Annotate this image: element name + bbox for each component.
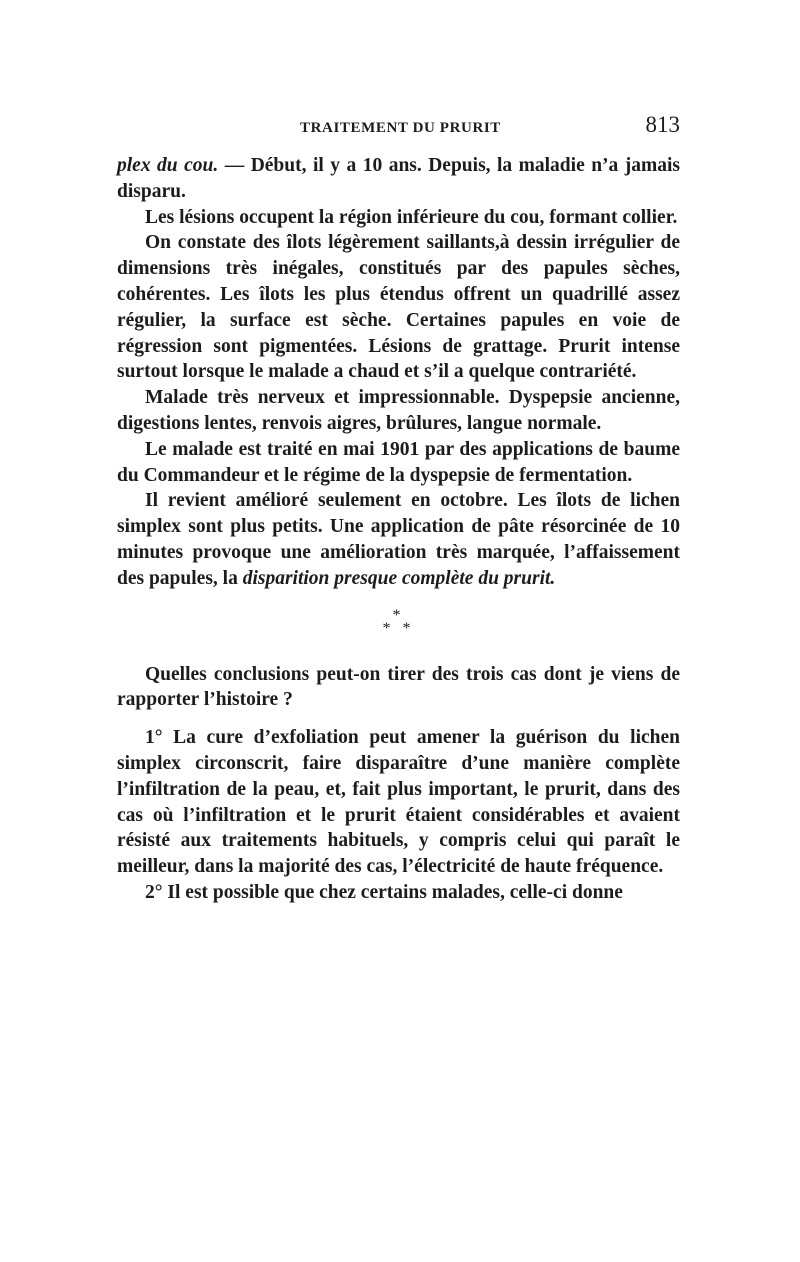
paragraph	[117, 488, 680, 591]
paragraph: On constate des îlots légèrement saillants,à dessin irrégulier de dimensions très inégales, constitués par des papules sèches, cohérentes. Les îlots les plus étendus offrent un quadrillé assez régulier, la surface est sèche. Certaines papules en voie de régression sont pigmentées. Lésions de grattage. Prurit intense surtout lorsque le malade a chaud et s’il a quelque contrariété.	[117, 232, 680, 383]
paragraph-text: Il revient amélioré seulement en octobre. Les îlots de lichen simplex sont plus petits. Une application de pâte résorcinée de 10 minutes provoque une amélioration très marquée, l’affaissement des papules, la	[117, 490, 680, 589]
asterism-bottom-stars: * *	[382, 619, 415, 637]
paragraph: 2° Il est possible que chez certains malades, celle-ci donne	[145, 881, 623, 903]
page-body	[117, 153, 680, 906]
paragraph: Malade très nerveux et impressionnable. Dyspepsie ancienne, digestions lentes, renvois aigres, brûlures, langue normale.	[117, 387, 680, 434]
page-number: 813	[645, 112, 680, 137]
italic-tail: disparition presque complète du prurit.	[242, 567, 556, 589]
asterism-top-star: *	[392, 606, 405, 624]
paragraph-text: — Début, il y a 10 ans. Depuis, la maladie n’a jamais disparu.	[117, 155, 681, 202]
paragraph-continuation	[117, 153, 680, 205]
running-title: TRAITEMENT DU PRURIT	[300, 120, 501, 136]
paragraph: 1° La cure d’exfoliation peut amener la guérison du lichen simplex circonscrit, faire disparaître d’une manière complète l’infiltration de la peau, et, fait plus important, le prurit, dans des cas où l’infiltration et le prurit étaient considérables et avaient résisté aux traitements habituels, y compris celui qui paraît le meilleur, dans la majorité des cas, l’électricité de haute fréquence.	[117, 727, 680, 878]
page-header	[117, 112, 680, 142]
paragraph: Le malade est traité en mai 1901 par des applications de baume du Commandeur et le régime de la dyspepsie de fermentation.	[117, 438, 680, 486]
paragraph: Quelles conclusions peut-on tirer des trois cas dont je viens de rapporter l’histoire ?	[117, 663, 680, 711]
asterism-separator	[117, 592, 680, 662]
paragraph: Les lésions occupent la région inférieure du cou, formant collier.	[145, 206, 678, 228]
paragraph-gap	[117, 713, 680, 725]
italic-lead: plex du cou.	[117, 155, 219, 176]
